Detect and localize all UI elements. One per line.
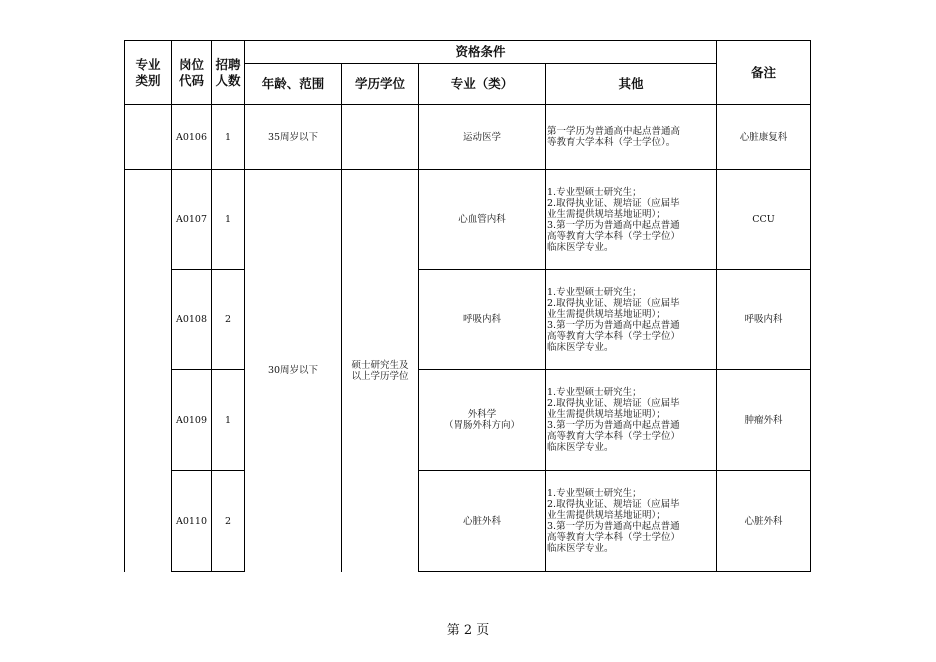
header-major: 专业（类） (419, 64, 546, 105)
other-line: 2.取得执业证、规培证（应届毕 (547, 297, 680, 309)
other-line: 业生需提供规培基地证明）； (547, 308, 666, 320)
other-line: 临床医学专业。 (547, 241, 614, 253)
cell-remark: 呼吸内科 (717, 270, 811, 370)
header-count (212, 41, 245, 105)
recruitment-table (124, 40, 811, 572)
header-code-line1: 岗位 (178, 56, 204, 72)
other-line: 临床医学专业。 (547, 442, 614, 453)
table-row (125, 370, 811, 471)
cell-count: 2 (212, 471, 245, 572)
cell-category (125, 105, 172, 170)
cell-education-merged (342, 170, 419, 572)
other-line: 1.专业型硕士研究生； (547, 286, 642, 298)
other-line: 2.取得执业证、规培证（应届毕 (547, 197, 680, 209)
cell-major: 心血管内科 (419, 170, 546, 270)
other-line: 高等教育大学本科（学士学位） (547, 230, 681, 242)
header-qualifications: 资格条件 (245, 41, 717, 64)
header-other: 其他 (546, 64, 717, 105)
other-line: 3.第一学历为普通高中起点普通 (547, 319, 680, 331)
other-line: 高等教育大学本科（学士学位） (547, 431, 681, 442)
education-line1: 硕士研究生及 (351, 359, 409, 371)
other-line: 业生需提供规培基地证明）； (547, 510, 666, 521)
table-row (125, 105, 811, 170)
cell-major (419, 370, 546, 471)
major-line2: （胃肠外科方向） (443, 420, 520, 431)
other-line: 3.第一学历为普通高中起点普通 (547, 420, 680, 431)
cell-other (546, 105, 717, 170)
table-row (125, 471, 811, 572)
cell-other (546, 270, 717, 370)
other-line: 1.专业型硕士研究生； (547, 488, 642, 499)
other-line: 第一学历为普通高中起点普通高 (547, 126, 681, 137)
cell-age-merged: 30周岁以下 (245, 170, 342, 572)
header-education: 学历学位 (342, 64, 419, 105)
cell-count: 1 (212, 170, 245, 270)
cell-education (342, 105, 419, 170)
cell-remark: 心脏康复科 (717, 105, 811, 170)
header-category (125, 41, 172, 105)
cell-code: A0109 (172, 370, 212, 471)
other-line: 临床医学专业。 (547, 341, 614, 353)
cell-age: 35周岁以下 (245, 105, 342, 170)
cell-other (546, 471, 717, 572)
cell-remark: CCU (717, 170, 811, 270)
cell-code: A0110 (172, 471, 212, 572)
other-line: 等教育大学本科（学士学位）。 (547, 137, 676, 148)
cell-count: 1 (212, 370, 245, 471)
other-line: 高等教育大学本科（学士学位） (547, 330, 681, 342)
other-line: 2.取得执业证、规培证（应届毕 (547, 499, 680, 510)
cell-major: 呼吸内科 (419, 270, 546, 370)
other-line: 2.取得执业证、规培证（应届毕 (547, 398, 680, 409)
other-line: 3.第一学历为普通高中起点普通 (547, 219, 680, 231)
cell-code: A0106 (172, 105, 212, 170)
other-line: 1.专业型硕士研究生； (547, 186, 642, 198)
page-number: 第 2 页 (446, 623, 490, 638)
header-category-line2: 类别 (135, 72, 161, 88)
header-count-line2: 人数 (215, 72, 241, 88)
cell-major: 运动医学 (419, 105, 546, 170)
header-category-line1: 专业 (135, 56, 161, 72)
table-row (125, 170, 811, 270)
cell-count: 1 (212, 105, 245, 170)
header-count-line1: 招聘 (215, 56, 241, 72)
other-line: 业生需提供规培基地证明）； (547, 409, 666, 420)
table-row (125, 270, 811, 370)
other-line: 临床医学专业。 (547, 543, 614, 554)
other-line: 3.第一学历为普通高中起点普通 (547, 521, 680, 532)
cell-count: 2 (212, 270, 245, 370)
cell-code: A0107 (172, 170, 212, 270)
education-line2: 以上学历学位 (351, 370, 409, 382)
major-line1: 外科学 (467, 409, 497, 420)
header-age: 年龄、范围 (245, 64, 342, 105)
cell-major: 心脏外科 (419, 471, 546, 572)
cell-code: A0108 (172, 270, 212, 370)
header-code (172, 41, 212, 105)
cell-remark: 心脏外科 (717, 471, 811, 572)
other-line: 高等教育大学本科（学士学位） (547, 532, 681, 543)
other-line: 1.专业型硕士研究生； (547, 387, 642, 398)
cell-category-merged (125, 170, 172, 572)
cell-other (546, 170, 717, 270)
header-code-line2: 代码 (178, 72, 204, 88)
cell-other (546, 370, 717, 471)
header-remark: 备注 (717, 41, 811, 105)
other-line: 业生需提供规培基地证明）； (547, 208, 666, 220)
cell-remark: 肿瘤外科 (717, 370, 811, 471)
